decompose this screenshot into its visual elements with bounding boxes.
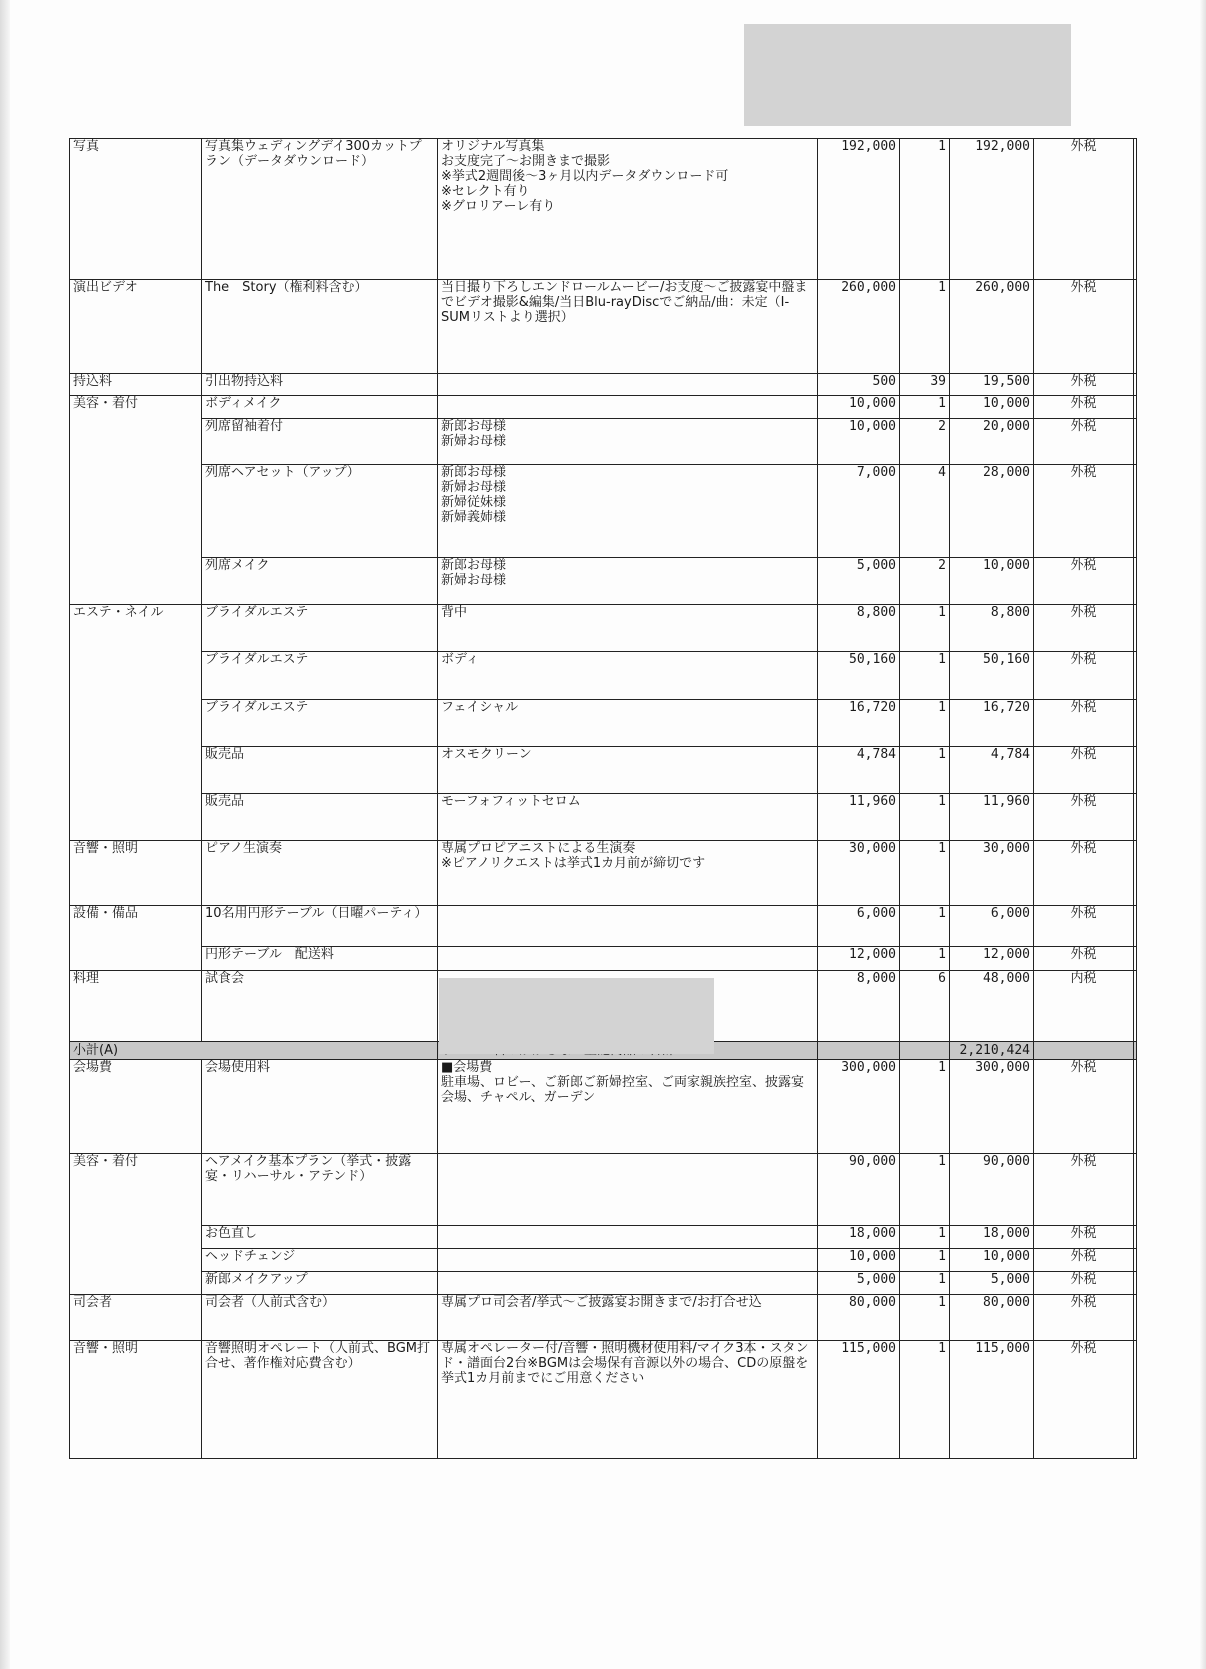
row-tax-type: 外税	[1034, 700, 1134, 747]
row-description	[438, 1249, 818, 1272]
row-item-name: ボディメイク	[202, 396, 438, 419]
row-tax-type: 外税	[1034, 794, 1134, 841]
row-quantity: 6	[900, 971, 950, 1042]
table-row	[70, 1249, 1137, 1272]
row-category: 写真	[70, 139, 202, 280]
row-edge	[1134, 1226, 1137, 1249]
row-amount: 12,000	[950, 947, 1034, 971]
row-tax-type: 外税	[1034, 374, 1134, 396]
redacted-description-block	[439, 978, 714, 1054]
row-unit-price: 7,000	[818, 465, 900, 558]
row-amount: 80,000	[950, 1295, 1034, 1341]
row-description: 専属プロピアニストによる生演奏 ※ピアノリクエストは挙式1カ月前が締切です	[438, 841, 818, 906]
row-category: 会場費	[70, 1060, 202, 1154]
row-category: 料理	[70, 971, 202, 1042]
row-unit-price: 5,000	[818, 1272, 900, 1295]
row-category	[70, 652, 202, 700]
row-unit-price: 16,720	[818, 700, 900, 747]
subtotal-tax-empty	[1034, 1042, 1134, 1060]
row-amount: 48,000	[950, 971, 1034, 1042]
row-amount: 6,000	[950, 906, 1034, 947]
row-item-name: お色直し	[202, 1226, 438, 1249]
row-item-name: 円形テーブル 配送料	[202, 947, 438, 971]
row-amount: 20,000	[950, 419, 1034, 465]
row-amount: 19,500	[950, 374, 1034, 396]
redacted-header-block	[744, 24, 1071, 126]
row-item-name: ピアノ生演奏	[202, 841, 438, 906]
row-description	[438, 1154, 818, 1226]
row-unit-price: 5,000	[818, 558, 900, 605]
row-description: ボディ	[438, 652, 818, 700]
row-amount: 10,000	[950, 1249, 1034, 1272]
row-edge	[1134, 747, 1137, 794]
row-amount: 300,000	[950, 1060, 1034, 1154]
row-edge	[1134, 374, 1137, 396]
row-category: エステ・ネイル	[70, 605, 202, 652]
row-amount: 4,784	[950, 747, 1034, 794]
row-amount: 192,000	[950, 139, 1034, 280]
row-quantity: 1	[900, 700, 950, 747]
row-unit-price: 30,000	[818, 841, 900, 906]
row-category	[70, 558, 202, 605]
row-edge	[1134, 465, 1137, 558]
row-quantity: 2	[900, 558, 950, 605]
table-row	[70, 419, 1137, 465]
row-quantity: 1	[900, 605, 950, 652]
row-quantity: 1	[900, 1341, 950, 1459]
subtotal-amount: 2,210,424	[950, 1042, 1034, 1060]
row-edge	[1134, 1060, 1137, 1154]
table-row	[70, 947, 1137, 971]
table-row	[70, 1341, 1137, 1459]
row-tax-type: 外税	[1034, 419, 1134, 465]
row-item-name: ヘッドチェンジ	[202, 1249, 438, 1272]
row-quantity: 1	[900, 396, 950, 419]
row-quantity: 1	[900, 947, 950, 971]
table-row	[70, 396, 1137, 419]
row-tax-type: 外税	[1034, 841, 1134, 906]
row-unit-price: 500	[818, 374, 900, 396]
row-tax-type: 外税	[1034, 947, 1134, 971]
row-quantity: 1	[900, 747, 950, 794]
row-tax-type: 外税	[1034, 1272, 1134, 1295]
row-tax-type: 外税	[1034, 396, 1134, 419]
row-category: 持込料	[70, 374, 202, 396]
row-edge	[1134, 1272, 1137, 1295]
table-row	[70, 1154, 1137, 1226]
row-item-name: ブライダルエステ	[202, 605, 438, 652]
row-quantity: 1	[900, 841, 950, 906]
table-row	[70, 374, 1137, 396]
row-tax-type: 外税	[1034, 280, 1134, 374]
row-description	[438, 947, 818, 971]
row-unit-price: 10,000	[818, 1249, 900, 1272]
row-description	[438, 906, 818, 947]
row-quantity: 1	[900, 1249, 950, 1272]
row-edge	[1134, 139, 1137, 280]
row-amount: 90,000	[950, 1154, 1034, 1226]
row-item-name: 写真集ウェディングデイ300カットプラン（データダウンロード）	[202, 139, 438, 280]
row-edge	[1134, 1295, 1137, 1341]
row-edge	[1134, 906, 1137, 947]
row-amount: 10,000	[950, 558, 1034, 605]
row-amount: 16,720	[950, 700, 1034, 747]
row-description: 新郎お母様 新婦お母様	[438, 419, 818, 465]
row-quantity: 1	[900, 139, 950, 280]
row-item-name: ブライダルエステ	[202, 700, 438, 747]
row-edge	[1134, 947, 1137, 971]
table-row	[70, 139, 1137, 280]
table-row	[70, 465, 1137, 558]
row-quantity: 1	[900, 280, 950, 374]
row-item-name: 司会者（人前式含む）	[202, 1295, 438, 1341]
row-edge	[1134, 1154, 1137, 1226]
table-row	[70, 1272, 1137, 1295]
row-amount: 18,000	[950, 1226, 1034, 1249]
row-category: 美容・着付	[70, 1154, 202, 1226]
row-category: 演出ビデオ	[70, 280, 202, 374]
row-amount: 8,800	[950, 605, 1034, 652]
row-tax-type: 外税	[1034, 652, 1134, 700]
row-quantity: 1	[900, 906, 950, 947]
table-row	[70, 652, 1137, 700]
row-description: 新郎お母様 新婦お母様 新婦従妹様 新婦義姉様	[438, 465, 818, 558]
row-quantity: 1	[900, 652, 950, 700]
row-category	[70, 947, 202, 971]
row-amount: 10,000	[950, 396, 1034, 419]
row-quantity: 1	[900, 1226, 950, 1249]
row-description: 専属プロ司会者/挙式～ご披露宴お開きまで/お打合せ込	[438, 1295, 818, 1341]
row-tax-type: 外税	[1034, 1249, 1134, 1272]
row-item-name: The Story（権利料含む）	[202, 280, 438, 374]
row-item-name: 試食会	[202, 971, 438, 1042]
row-unit-price: 8,000	[818, 971, 900, 1042]
subtotal-edge	[1134, 1042, 1137, 1060]
row-description	[438, 374, 818, 396]
row-description	[438, 396, 818, 419]
row-unit-price: 6,000	[818, 906, 900, 947]
row-tax-type: 外税	[1034, 747, 1134, 794]
row-amount: 5,000	[950, 1272, 1034, 1295]
row-edge	[1134, 841, 1137, 906]
row-category: 美容・着付	[70, 396, 202, 419]
row-description: ■会場費 駐車場、ロビー、ご新郎ご新婦控室、ご両家親族控室、披露宴会場、チャペル、ガーデン	[438, 1060, 818, 1154]
row-item-name: 販売品	[202, 794, 438, 841]
row-amount: 115,000	[950, 1341, 1034, 1459]
row-unit-price: 10,000	[818, 396, 900, 419]
row-amount: 50,160	[950, 652, 1034, 700]
row-tax-type: 内税	[1034, 971, 1134, 1042]
row-amount: 11,960	[950, 794, 1034, 841]
row-description: 専属オペレーター付/音響・照明機材使用料/マイク3本・スタンド・譜面台2台※BGMは会場保有音源以外の場合、CDの原盤を挙式1カ月前までにご用意ください	[438, 1341, 818, 1459]
row-description: フェイシャル	[438, 700, 818, 747]
row-tax-type: 外税	[1034, 906, 1134, 947]
row-quantity: 1	[900, 794, 950, 841]
table-row	[70, 1060, 1137, 1154]
row-description: オリジナル写真集 お支度完了～お開きまで撮影 ※挙式2週間後～3ヶ月以内データダウンロード可 ※セレクト有り ※グロリアーレ有り	[438, 139, 818, 280]
row-item-name: 会場使用料	[202, 1060, 438, 1154]
row-tax-type: 外税	[1034, 1154, 1134, 1226]
row-unit-price: 12,000	[818, 947, 900, 971]
row-quantity: 1	[900, 1295, 950, 1341]
row-item-name: 列席留袖着付	[202, 419, 438, 465]
estimate-table	[69, 138, 1137, 1459]
row-item-name: 新郎メイクアップ	[202, 1272, 438, 1295]
row-edge	[1134, 1249, 1137, 1272]
table-row	[70, 700, 1137, 747]
row-unit-price: 115,000	[818, 1341, 900, 1459]
row-item-name: ヘアメイク基本プラン（挙式・披露宴・リハーサル・アテンド）	[202, 1154, 438, 1226]
row-tax-type: 外税	[1034, 1226, 1134, 1249]
estimate-table-body	[70, 139, 1137, 1459]
table-row	[70, 794, 1137, 841]
row-item-name: 引出物持込料	[202, 374, 438, 396]
row-tax-type: 外税	[1034, 465, 1134, 558]
row-amount: 28,000	[950, 465, 1034, 558]
subtotal-qty-empty	[900, 1042, 950, 1060]
row-description: 背中	[438, 605, 818, 652]
subtotal-price-empty	[818, 1042, 900, 1060]
row-category	[70, 1249, 202, 1272]
row-edge	[1134, 605, 1137, 652]
row-edge	[1134, 1341, 1137, 1459]
row-unit-price: 50,160	[818, 652, 900, 700]
row-unit-price: 90,000	[818, 1154, 900, 1226]
row-unit-price: 8,800	[818, 605, 900, 652]
row-category: 司会者	[70, 1295, 202, 1341]
row-edge	[1134, 794, 1137, 841]
row-unit-price: 4,784	[818, 747, 900, 794]
row-category	[70, 747, 202, 794]
row-tax-type: 外税	[1034, 1295, 1134, 1341]
row-edge	[1134, 396, 1137, 419]
row-unit-price: 300,000	[818, 1060, 900, 1154]
row-description: オスモクリーン	[438, 747, 818, 794]
row-edge	[1134, 652, 1137, 700]
row-category	[70, 1226, 202, 1249]
row-tax-type: 外税	[1034, 558, 1134, 605]
row-unit-price: 80,000	[818, 1295, 900, 1341]
row-category	[70, 419, 202, 465]
row-item-name: 販売品	[202, 747, 438, 794]
row-tax-type: 外税	[1034, 139, 1134, 280]
row-category	[70, 465, 202, 558]
row-quantity: 2	[900, 419, 950, 465]
table-row	[70, 906, 1137, 947]
page-shadow-right	[1200, 0, 1206, 1669]
row-edge	[1134, 700, 1137, 747]
row-item-name: 10名用円形テーブル（日曜パーティ）	[202, 906, 438, 947]
row-item-name: 音響照明オペレート（人前式、BGM打合せ、著作権対応費含む）	[202, 1341, 438, 1459]
row-category: 音響・照明	[70, 841, 202, 906]
table-row	[70, 747, 1137, 794]
row-quantity: 4	[900, 465, 950, 558]
table-row	[70, 280, 1137, 374]
row-unit-price: 260,000	[818, 280, 900, 374]
row-tax-type: 外税	[1034, 1341, 1134, 1459]
table-row	[70, 1226, 1137, 1249]
row-unit-price: 11,960	[818, 794, 900, 841]
row-description	[438, 1272, 818, 1295]
row-description: 当日撮り下ろしエンドロールムービー/お支度～ご披露宴中盤までビデオ撮影&編集/当日Blu-rayDiscでご納品/曲：未定（I-SUMリストより選択）	[438, 280, 818, 374]
table-row	[70, 841, 1137, 906]
row-category: 音響・照明	[70, 1341, 202, 1459]
row-amount: 260,000	[950, 280, 1034, 374]
row-quantity: 39	[900, 374, 950, 396]
table-row	[70, 558, 1137, 605]
row-category	[70, 794, 202, 841]
row-tax-type: 外税	[1034, 605, 1134, 652]
row-edge	[1134, 419, 1137, 465]
row-edge	[1134, 971, 1137, 1042]
row-unit-price: 192,000	[818, 139, 900, 280]
row-quantity: 1	[900, 1272, 950, 1295]
row-description	[438, 1226, 818, 1249]
row-edge	[1134, 558, 1137, 605]
row-unit-price: 18,000	[818, 1226, 900, 1249]
row-quantity: 1	[900, 1154, 950, 1226]
row-item-name: 列席メイク	[202, 558, 438, 605]
row-item-name: 列席ヘアセット（アップ）	[202, 465, 438, 558]
row-description: 新郎お母様 新婦お母様	[438, 558, 818, 605]
table-row	[70, 605, 1137, 652]
row-amount: 30,000	[950, 841, 1034, 906]
row-quantity: 1	[900, 1060, 950, 1154]
subtotal-label: 小計(A)	[70, 1042, 438, 1060]
row-edge	[1134, 280, 1137, 374]
row-description: モーフォフィットセロム	[438, 794, 818, 841]
row-item-name: ブライダルエステ	[202, 652, 438, 700]
row-category: 設備・備品	[70, 906, 202, 947]
row-category	[70, 700, 202, 747]
table-row	[70, 1295, 1137, 1341]
row-tax-type: 外税	[1034, 1060, 1134, 1154]
page-shadow-left	[0, 0, 10, 1669]
row-category	[70, 1272, 202, 1295]
row-unit-price: 10,000	[818, 419, 900, 465]
